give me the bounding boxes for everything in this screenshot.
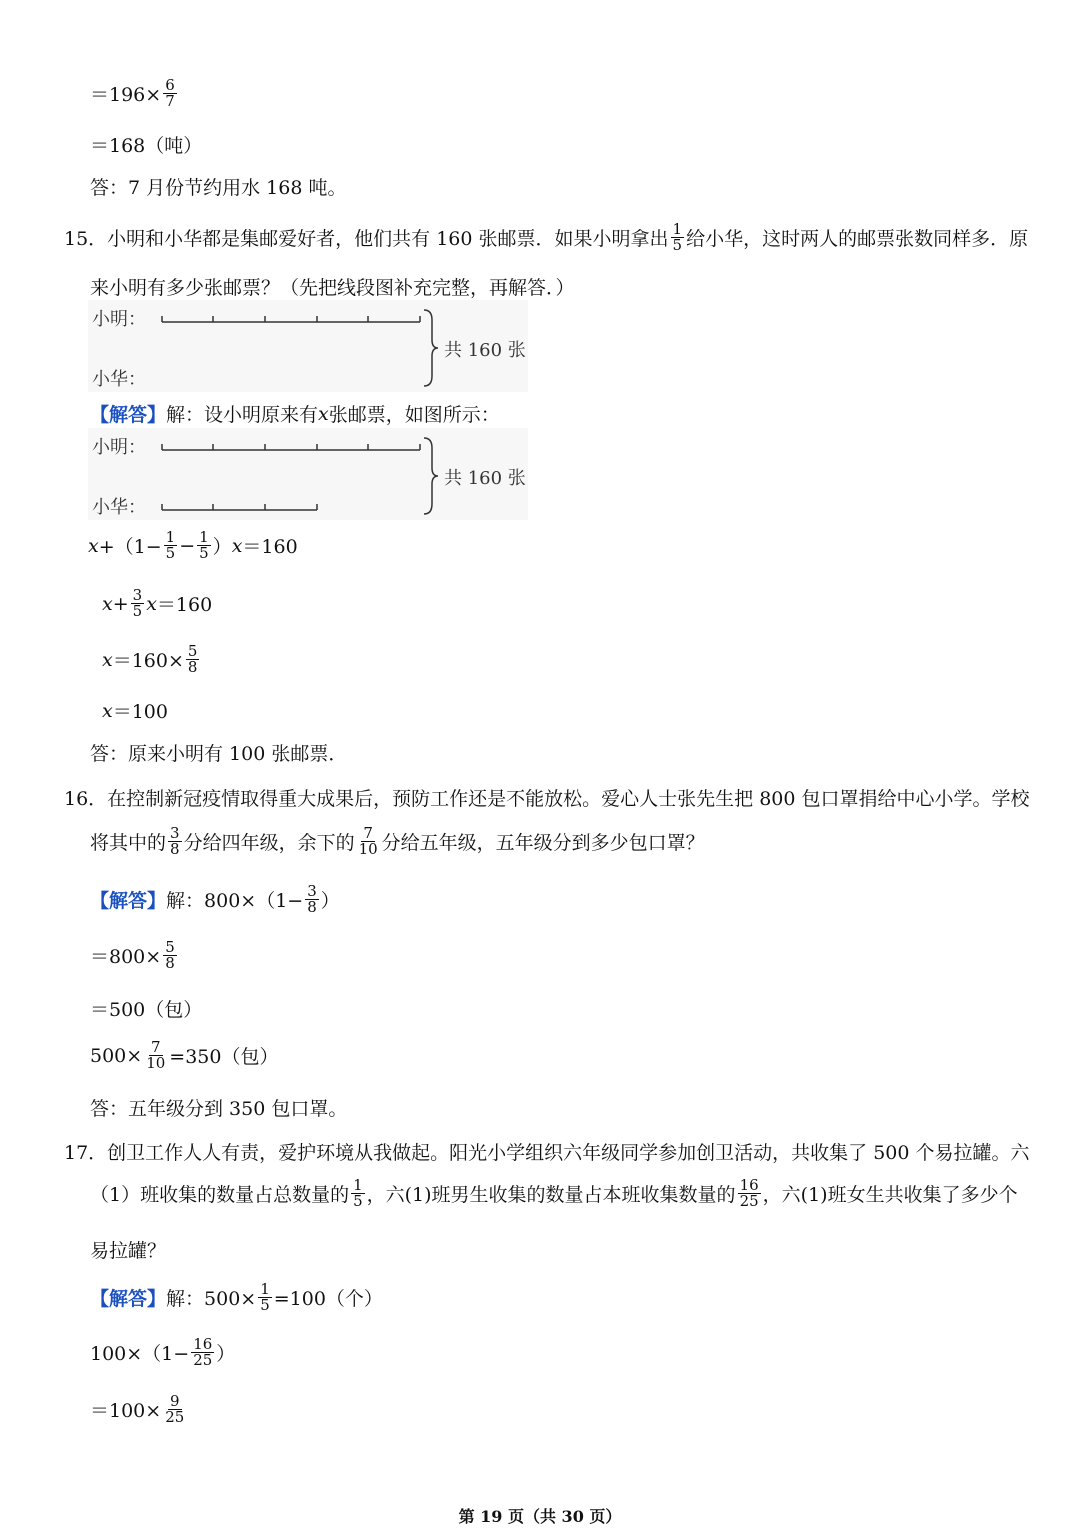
fraction: $\frac{7}{10}$ bbox=[146, 1038, 166, 1072]
q16-sol2: ＝800× $\frac{5}{8}$ bbox=[90, 938, 175, 972]
calc-line: ＝196× $\frac{6}{7}$ bbox=[90, 76, 175, 110]
fraction: $\frac{1}{5}$ bbox=[353, 1176, 363, 1210]
q17-text-3: 易拉罐？ bbox=[90, 1240, 167, 1262]
segment-diagram-question bbox=[88, 300, 528, 392]
q16-final: 答：五年级分到 350 包口罩。 bbox=[90, 1098, 348, 1120]
q16-sol4: 500× $\frac{7}{10}$ =350（包） bbox=[90, 1038, 279, 1072]
q15-eq4: x ＝100 bbox=[102, 699, 168, 723]
calc-line: ＝168（吨） bbox=[90, 135, 203, 157]
q16-text-2: 将其中的 $\frac{3}{8}$ 分给四年级，余下的 $\frac{7}{10}$ 分给五年级，五年级分到多少包口罩？ bbox=[90, 824, 705, 858]
q17-text-2: （1）班收集的数量占总数量的 $\frac{1}{5}$ ，六(1)班男生收集的数量占本班收集数量的 $\frac{16}{25}$ ，六(1)班女生共收集了多少个 bbox=[90, 1176, 1018, 1210]
q15-text: 15．小明和小华都是集邮爱好者，他们共有 160 张邮票．如果小明拿出 $\frac{1}{5}$ 给小华，这时两人的邮票张数同样多．原 bbox=[64, 220, 1029, 254]
fraction: $\frac{16}{25}$ bbox=[193, 1335, 213, 1369]
label-xiaohua: 小华： bbox=[92, 497, 146, 518]
fraction: $\frac{7}{10}$ bbox=[358, 824, 378, 858]
fraction: $\frac{16}{25}$ bbox=[739, 1176, 759, 1210]
q17-sol3: ＝100× $\frac{9}{25}$ bbox=[90, 1392, 185, 1426]
fraction: $\frac{5}{8}$ bbox=[187, 642, 198, 676]
fraction: $\frac{6}{7}$ bbox=[165, 76, 175, 110]
fraction: $\frac{1}{5}$ bbox=[165, 528, 176, 562]
q17-sol2: 100×（1− $\frac{16}{25}$ ） bbox=[90, 1335, 236, 1369]
label-xiaoming: 小明： bbox=[92, 309, 146, 330]
q15-eq3: x ＝160× $\frac{5}{8}$ bbox=[102, 642, 198, 676]
fraction: $\frac{1}{5}$ bbox=[199, 528, 209, 562]
q15-final: 答：原来小明有 100 张邮票． bbox=[90, 743, 348, 765]
fraction: $\frac{3}{8}$ bbox=[307, 882, 317, 916]
label-xiaoming: 小明： bbox=[92, 437, 146, 458]
q15-eq1: x +（1− $\frac{1}{5}$ − $\frac{1}{5}$ ） x ＝160 bbox=[88, 528, 298, 562]
q16-text: 16．在控制新冠疫情取得重大成果后，预防工作还是不能放松。爱心人士张先生把 800 包口罩捐给中心小学。学校 bbox=[64, 788, 1030, 810]
answer-tag: 【解答】 bbox=[90, 404, 167, 426]
answer-tag: 【解答】 bbox=[90, 890, 167, 912]
label-xiaohua: 小华： bbox=[92, 369, 146, 390]
page-footer: 第 19 页（共 30 页） bbox=[458, 1507, 622, 1526]
answer-line: 答：7 月份节约用水 168 吨。 bbox=[90, 177, 347, 199]
total-label: 共 160 张 bbox=[444, 340, 526, 361]
q15-eq2: x + $\frac{3}{5}$ x ＝160 bbox=[102, 586, 213, 620]
q15-answer-intro: 【解答】 解：设小明原来有 x 张邮票，如图所示： bbox=[90, 400, 500, 427]
fraction: $\frac{3}{5}$ bbox=[132, 586, 143, 620]
q15-text-2: 来小明有多少张邮票？（先把线段图补充完整，再解答．） bbox=[90, 277, 575, 299]
q17-text: 17．创卫工作人人有责，爱护环境从我做起。阳光小学组织六年级同学参加创卫活动，共收集了 500 个易拉罐。六 bbox=[64, 1142, 1030, 1164]
segment-diagram-answer bbox=[88, 428, 528, 520]
q16-sol3: ＝500（包） bbox=[90, 999, 203, 1021]
fraction: $\frac{9}{25}$ bbox=[165, 1392, 185, 1426]
fraction: $\frac{1}{5}$ bbox=[260, 1280, 270, 1314]
total-label: 共 160 张 bbox=[444, 468, 526, 489]
fraction: $\frac{3}{8}$ bbox=[170, 824, 180, 858]
answer-tag: 【解答】 bbox=[90, 1288, 167, 1310]
q16-sol1: 【解答】 解：800×（1− $\frac{3}{8}$ ） bbox=[90, 882, 340, 916]
q17-sol1: 【解答】 解：500× $\frac{1}{5}$ =100（个） bbox=[90, 1280, 383, 1314]
fraction: $\frac{5}{8}$ bbox=[165, 938, 175, 972]
fraction: $\frac{1}{5}$ bbox=[672, 220, 683, 254]
